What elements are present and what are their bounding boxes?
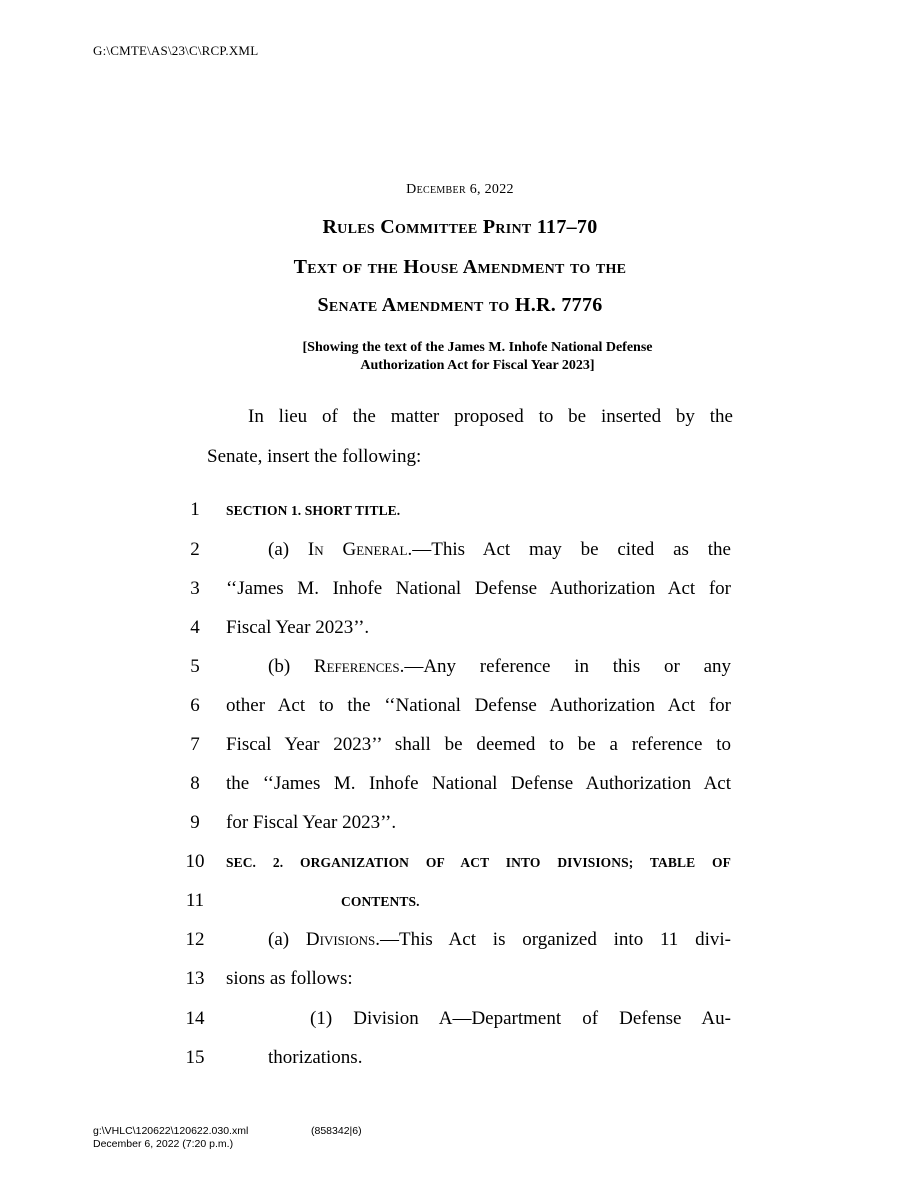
line-text-part: .—Any reference in this or any xyxy=(399,656,731,677)
line-number: 2 xyxy=(190,539,200,560)
line-number: 8 xyxy=(190,773,200,794)
document-title-line-3: Senate Amendment to H.R. 7776 xyxy=(317,294,603,316)
line-text-part: .—This Act is organized into 11 divi- xyxy=(375,929,731,950)
line-number: 5 xyxy=(190,656,200,677)
line-number: 12 xyxy=(185,929,205,950)
line-text xyxy=(268,656,731,678)
page-footer xyxy=(93,1125,362,1151)
intro-line-2: Senate, insert the following: xyxy=(207,446,422,467)
line-text: ‘‘James M. Inhofe National Defense Authorization Act for xyxy=(226,578,731,599)
line-number: 7 xyxy=(190,734,200,755)
line-number: 11 xyxy=(185,890,205,911)
intro-line-1: In lieu of the matter proposed to be inserted by the xyxy=(248,406,733,427)
subsection-heading: References xyxy=(313,656,400,677)
line-text: thorizations. xyxy=(268,1047,363,1068)
document-subtitle xyxy=(0,339,920,375)
line-number: 10 xyxy=(185,851,205,872)
line-text-part: (a) xyxy=(268,539,308,560)
subsection-heading: In General xyxy=(307,539,408,560)
line-number: 1 xyxy=(190,499,200,520)
subtitle-line-2: Authorization Act for Fiscal Year 2023] xyxy=(360,358,595,373)
line-number: 4 xyxy=(190,617,200,638)
section-heading: SEC. 2. ORGANIZATION OF ACT INTO DIVISIONS; TABLE OF xyxy=(226,855,731,870)
line-text: Fiscal Year 2023’’ shall be deemed to be a reference to xyxy=(226,734,731,755)
line-text: sions as follows: xyxy=(226,968,353,989)
line-number: 3 xyxy=(190,578,200,599)
line-number: 13 xyxy=(185,968,205,989)
line-number: 6 xyxy=(190,695,200,716)
section-heading: SECTION 1. SHORT TITLE. xyxy=(226,503,401,518)
document-title-line-2: Text of the House Amendment to the xyxy=(293,256,627,278)
line-number: 9 xyxy=(190,812,200,833)
section-heading-continued: CONTENTS. xyxy=(341,894,420,909)
footer-document-code: (858342|6) xyxy=(311,1125,362,1137)
footer-timestamp: December 6, 2022 (7:20 p.m.) xyxy=(93,1138,234,1150)
print-date: December 6, 2022 xyxy=(406,182,514,197)
line-text: (1) Division A—Department of Defense Au- xyxy=(310,1008,731,1029)
file-path-header: G:\CMTE\AS\23\C\RCP.XML xyxy=(93,43,259,58)
line-text: other Act to the ‘‘National Defense Authorization Act for xyxy=(226,695,731,716)
line-number: 14 xyxy=(185,1008,205,1029)
line-text: for Fiscal Year 2023’’. xyxy=(226,812,397,833)
document-title-line-1: Rules Committee Print 117–70 xyxy=(322,216,598,238)
line-number: 15 xyxy=(185,1047,205,1068)
line-text: the ‘‘James M. Inhofe National Defense Authorization Act xyxy=(226,773,731,794)
line-text xyxy=(268,929,731,951)
subtitle-line-1: [Showing the text of the James M. Inhofe National Defense xyxy=(302,340,653,355)
line-text xyxy=(268,539,731,561)
subsection-heading: Divisions xyxy=(305,929,376,950)
line-text: Fiscal Year 2023’’. xyxy=(226,617,370,638)
footer-file-path: g:\VHLC\120622\120622.030.xml xyxy=(93,1125,249,1137)
line-text-part: .—This Act may be cited as the xyxy=(407,539,731,560)
line-text-part: (b) xyxy=(268,656,314,677)
line-text-part: (a) xyxy=(268,929,306,950)
